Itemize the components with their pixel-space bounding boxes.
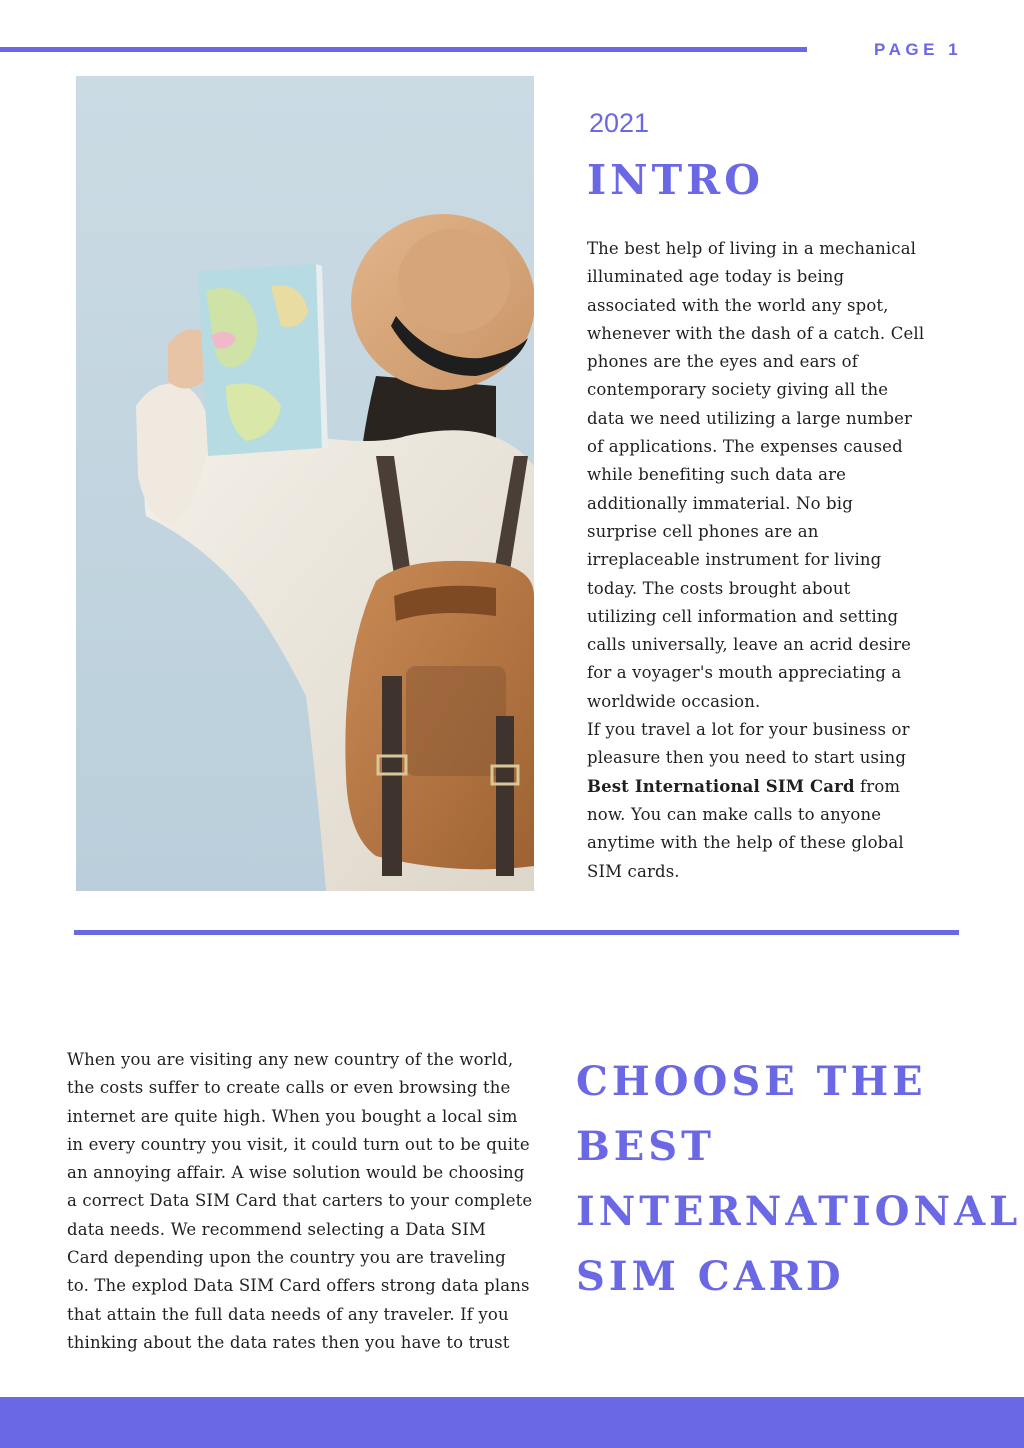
choose-heading-line: SIM CARD bbox=[576, 1253, 845, 1300]
second-line: data needs. We recommend selecting a Data SIM bbox=[67, 1219, 486, 1239]
intro-line-rest: from bbox=[854, 776, 901, 796]
second-line: the costs suffer to create calls or even browsing the bbox=[67, 1078, 511, 1098]
intro-line-with-link bbox=[587, 773, 932, 801]
intro-line: pleasure then you need to start using bbox=[587, 748, 907, 768]
second-line: thinking about the data rates then you have to trust bbox=[67, 1332, 510, 1352]
choose-heading-line: INTERNATIONAL bbox=[576, 1188, 1022, 1235]
hero-photo bbox=[76, 76, 534, 891]
intro-line: for a voyager's mouth appreciating a bbox=[587, 663, 902, 683]
intro-line: anytime with the help of these global bbox=[587, 833, 904, 853]
intro-heading: INTRO bbox=[587, 156, 764, 204]
intro-line: of applications. The expenses caused bbox=[587, 437, 903, 457]
sim-card-link-text[interactable]: Best International SIM Card bbox=[587, 776, 855, 796]
intro-paragraph bbox=[587, 235, 932, 886]
intro-line: The best help of living in a mechanical bbox=[587, 239, 917, 258]
intro-line: now. You can make calls to anyone bbox=[587, 804, 882, 824]
intro-line: associated with the world any spot, bbox=[587, 295, 889, 315]
second-line: Card depending upon the country you are traveling bbox=[67, 1248, 506, 1268]
footer-bar bbox=[0, 1397, 1024, 1448]
intro-line: today. The costs brought about bbox=[587, 578, 851, 598]
second-line: When you are visiting any new country of the world, bbox=[67, 1050, 514, 1069]
second-line: that attain the full data needs of any traveler. If you bbox=[67, 1304, 509, 1324]
choose-heading-line: CHOOSE THE bbox=[576, 1058, 927, 1105]
intro-line: If you travel a lot for your business or bbox=[587, 720, 910, 740]
second-line: an annoying affair. A wise solution would be choosing bbox=[67, 1163, 525, 1183]
intro-line: calls universally, leave an acrid desire bbox=[587, 635, 912, 655]
backpack-shape bbox=[345, 561, 534, 876]
intro-line: surprise cell phones are an bbox=[587, 521, 819, 541]
intro-line: additionally immaterial. No big bbox=[587, 493, 853, 513]
intro-line: SIM cards. bbox=[587, 861, 680, 881]
intro-line: data we need utilizing a large number bbox=[587, 408, 913, 428]
intro-line: illuminated age today is being bbox=[587, 267, 845, 287]
intro-line: worldwide occasion. bbox=[587, 691, 761, 711]
intro-line: while benefiting such data are bbox=[587, 465, 847, 485]
section-year: 2021 bbox=[589, 108, 650, 138]
intro-line: contemporary society giving all the bbox=[587, 380, 889, 400]
top-divider-line bbox=[0, 47, 807, 52]
page-number-label: PAGE 1 bbox=[874, 40, 963, 59]
middle-divider-line bbox=[74, 930, 959, 935]
intro-line: irreplaceable instrument for living bbox=[587, 550, 882, 570]
second-line: to. The explod Data SIM Card offers strong data plans bbox=[67, 1276, 530, 1296]
intro-line: utilizing cell information and setting bbox=[587, 606, 899, 626]
intro-line: phones are the eyes and ears of bbox=[587, 352, 858, 372]
second-line: in every country you visit, it could turn out to be quite bbox=[67, 1134, 530, 1154]
hat-shape bbox=[351, 214, 534, 390]
choose-heading-line: BEST bbox=[576, 1123, 715, 1170]
second-line: a correct Data SIM Card that carters to your complete bbox=[67, 1191, 533, 1211]
second-line: internet are quite high. When you bought a local sim bbox=[67, 1106, 518, 1126]
intro-line: whenever with the dash of a catch. Cell bbox=[587, 323, 925, 343]
map-book bbox=[198, 264, 328, 456]
choose-heading bbox=[576, 1049, 1022, 1309]
second-paragraph bbox=[67, 1046, 542, 1357]
